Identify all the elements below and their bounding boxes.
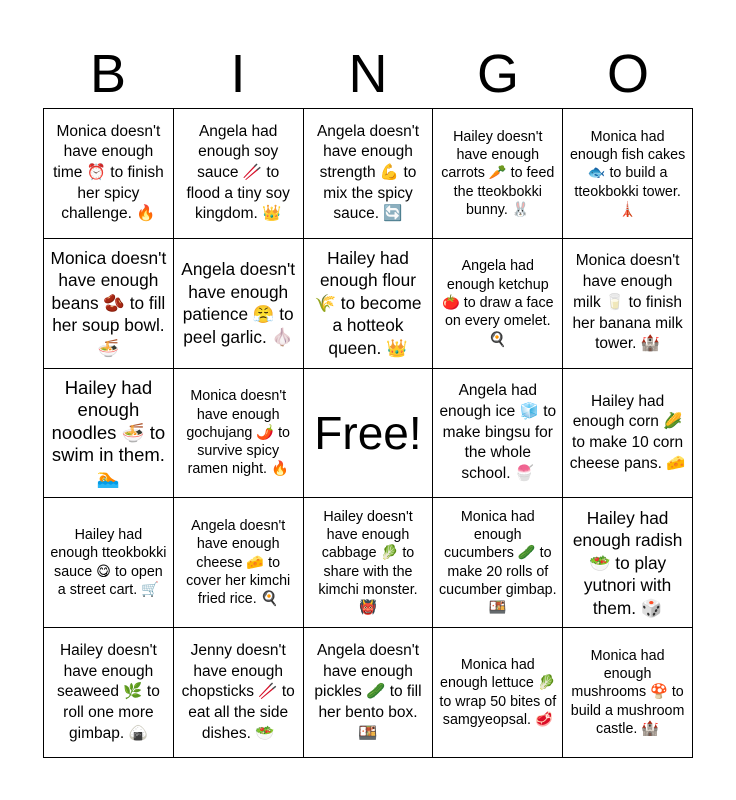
cell-text: Monica doesn't have enough gochujang 🌶️ to survive spicy ramen night. 🔥 — [186, 388, 291, 478]
bingo-cell-r2-c5[interactable] — [563, 239, 693, 369]
bingo-cell-r5-c1[interactable] — [44, 628, 174, 758]
bingo-cell-r4-c4[interactable] — [433, 498, 563, 628]
cell-text: Monica had enough lettuce 🥬 to wrap 50 bites of samgyeopsal. 🥩 — [439, 657, 557, 728]
header-letter-i: I — [230, 44, 246, 104]
cell-text: Hailey had enough corn 🌽 to make 10 corn cheese pans. 🧀 — [569, 392, 686, 472]
bingo-cell-r3-c1[interactable] — [44, 369, 174, 499]
bingo-cell-r2-c2[interactable] — [174, 239, 304, 369]
free-space-text: Free! — [314, 406, 422, 459]
cell-text: Jenny doesn't have enough chopsticks 🥢 to eat all the side dishes. 🥗 — [181, 641, 295, 742]
cell-text: Hailey had enough noodles 🍜 to swim in them. 🏊 — [51, 376, 166, 488]
cell-text: Angela doesn't have enough patience 😤 to peel garlic. 🧄 — [181, 259, 296, 347]
bingo-cell-r2-c1[interactable] — [44, 239, 174, 369]
bingo-cell-r3-c2[interactable] — [174, 369, 304, 499]
bingo-cell-r1-c5[interactable] — [563, 109, 693, 239]
bingo-cell-r1-c4[interactable] — [433, 109, 563, 239]
cell-text: Angela had enough ketchup 🍅 to draw a face on every omelet. 🍳 — [442, 258, 554, 348]
cell-text: Monica doesn't have enough beans 🫘 to fill her soup bowl. 🍜 — [50, 247, 167, 358]
bingo-cell-r5-c5[interactable] — [563, 628, 693, 758]
cell-text: Hailey had enough flour 🌾 to become a hotteok queen. 👑 — [314, 247, 422, 358]
bingo-cell-r4-c1[interactable] — [44, 498, 174, 628]
header-letter-n: N — [348, 44, 388, 104]
bingo-cell-r3-c4[interactable] — [433, 369, 563, 499]
cell-text: Monica doesn't have enough milk 🥛 to finish her banana milk tower. 🏰 — [572, 252, 683, 353]
cell-text: Angela doesn't have enough pickles 🥒 to fill her bento box. 🍱 — [314, 641, 422, 742]
cell-text: Monica had enough fish cakes 🐟 to build a tteokbokki tower. 🗼 — [569, 128, 686, 218]
cell-text: Hailey doesn't have enough carrots 🥕 to feed the tteokbokki bunny. 🐰 — [441, 128, 555, 218]
bingo-cell-r5-c2[interactable] — [174, 628, 304, 758]
cell-text: Angela had enough ice 🧊 to make bingsu for the whole school. 🍧 — [439, 382, 557, 483]
cell-text: Monica had enough mushrooms 🍄 to build a mushroom castle. 🏰 — [570, 647, 685, 738]
bingo-cell-r4-c5[interactable] — [563, 498, 693, 628]
bingo-cell-r2-c4[interactable] — [433, 239, 563, 369]
bingo-cell-r5-c4[interactable] — [433, 628, 563, 758]
bingo-cell-r4-c2[interactable] — [174, 498, 304, 628]
cell-text: Hailey doesn't have enough cabbage 🥬 to share with the kimchi monster. 👹 — [318, 508, 418, 617]
bingo-header — [43, 40, 693, 108]
bingo-cell-free[interactable] — [304, 369, 434, 499]
bingo-cell-r4-c3[interactable] — [304, 498, 434, 628]
cell-text: Angela doesn't have enough cheese 🧀 to cover her kimchi fried rice. 🍳 — [186, 518, 291, 608]
header-letter-b: B — [89, 44, 127, 104]
bingo-cell-r3-c5[interactable] — [563, 369, 693, 499]
bingo-cell-r2-c3[interactable] — [304, 239, 434, 369]
cell-text: Hailey had enough radish 🥗 to play yutnori with them. 🎲 — [572, 507, 683, 618]
header-letter-g: G — [476, 44, 519, 104]
header-letter-o: O — [606, 44, 649, 104]
cell-text: Hailey had enough tteokbokki sauce 😋 to open a street cart. 🛒 — [50, 527, 167, 599]
cell-text: Angela doesn't have enough strength 💪 to mix the spicy sauce. 🔄 — [316, 122, 420, 223]
bingo-board — [43, 108, 693, 758]
cell-text: Monica had enough cucumbers 🥒 to make 20 rolls of cucumber gimbap. 🍱 — [438, 508, 557, 617]
cell-text: Monica doesn't have enough time ⏰ to finish her spicy challenge. 🔥 — [53, 122, 164, 223]
bingo-cell-r1-c2[interactable] — [174, 109, 304, 239]
cell-text: Angela had enough soy sauce 🥢 to flood a tiny soy kingdom. 👑 — [186, 122, 290, 223]
bingo-cell-r1-c3[interactable] — [304, 109, 434, 239]
cell-text: Hailey doesn't have enough seaweed 🌿 to roll one more gimbap. 🍙 — [56, 641, 160, 742]
bingo-cell-r1-c1[interactable] — [44, 109, 174, 239]
bingo-cell-r5-c3[interactable] — [304, 628, 434, 758]
